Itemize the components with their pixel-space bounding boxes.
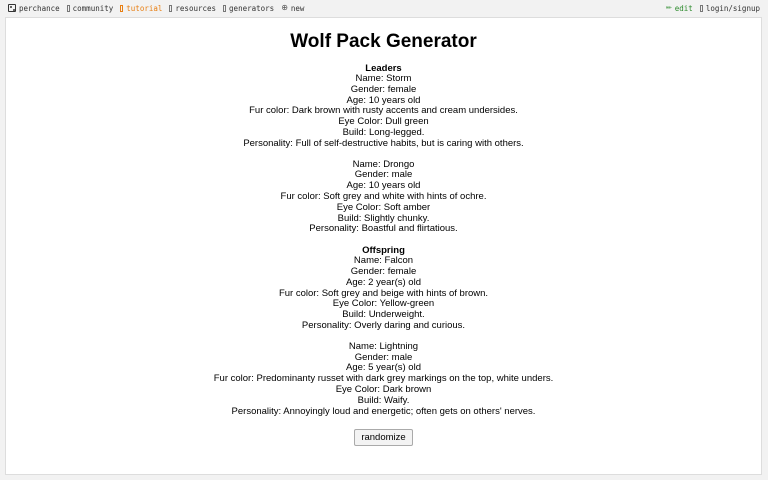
wolf-personality: Personality: Annoyingly loud and energetic; often gets on others' nerves. [231,405,536,417]
offspring-heading: Offspring [362,245,405,257]
wolf-build: Build: Waify. [357,394,410,406]
wolf-name: Name: Falcon [353,255,414,267]
login-label: login/signup [705,3,760,13]
wolf-eye-color: Eye Color: Dark brown [335,383,432,395]
nav-left [8,4,304,13]
nav-item-community[interactable] [67,4,114,13]
wolf-entry [6,74,761,150]
nav-label: perchance [19,3,60,13]
wolf-entry [6,256,761,332]
nav-label: tutorial [126,3,163,13]
wolf-build: Build: Long-legged. [342,126,425,138]
wolf-age: Age: 10 years old [346,180,421,192]
pencil-icon: ✏ [665,3,672,12]
wolf-personality: Personality: Overly daring and curious. [301,319,466,331]
wolf-entry [6,160,761,236]
nav-item-new[interactable] [281,4,304,13]
square-icon [700,5,703,12]
nav-label: new [290,3,305,13]
edit-label: edit [674,3,693,13]
wolf-eye-color: Eye Color: Soft amber [336,201,431,213]
nav-item-generators[interactable] [223,4,274,13]
nav-item-resources[interactable] [169,4,216,13]
square-icon [67,5,70,12]
wolf-age: Age: 10 years old [346,94,421,106]
login-signup-link[interactable] [700,4,760,13]
nav-label: community [72,3,114,13]
wolf-fur-color: Fur color: Soft grey and beige with hints of brown. [278,287,489,299]
wolf-personality: Personality: Boastful and flirtatious. [309,223,458,235]
wolf-fur-color: Fur color: Dark brown with rusty accents and cream undersides. [249,105,518,117]
dice-icon [8,4,16,12]
nav-item-tutorial[interactable] [120,4,162,13]
plus-circle-icon: ⊕ [281,3,288,12]
square-icon [120,5,123,12]
page-title: Wolf Pack Generator [290,31,477,52]
wolf-name: Name: Storm [355,73,412,84]
nav-label: generators [229,3,275,13]
wolf-fur-color: Fur color: Predominanty russet with dark grey markings on the top, white unders. [213,373,554,385]
wolf-personality: Personality: Full of self-destructive habits, but is caring with others. [243,137,524,149]
nav-right [666,4,760,13]
wolf-entry [6,342,761,418]
wolf-gender: Gender: male [354,169,413,181]
wolf-age: Age: 5 year(s) old [346,362,421,374]
square-icon [169,5,172,12]
wolf-build: Build: Slightly chunky. [337,212,430,224]
wolf-gender: Gender: female [350,83,417,95]
randomize-button[interactable]: randomize [354,429,412,446]
top-nav-bar [0,0,768,16]
wolf-gender: Gender: female [350,265,417,277]
wolf-age: Age: 2 year(s) old [346,276,421,288]
nav-item-perchance[interactable] [8,4,60,13]
wolf-build: Build: Underweight. [342,309,425,321]
wolf-name: Name: Lightning [348,340,419,352]
nav-label: resources [175,3,217,13]
square-icon [223,5,226,12]
wolf-fur-color: Fur color: Soft grey and white with hints of ochre. [280,190,487,202]
wolf-name: Name: Drongo [352,158,415,170]
edit-link[interactable] [666,4,693,13]
generator-output-panel [5,17,762,475]
wolf-eye-color: Eye Color: Dull green [338,116,429,128]
wolf-gender: Gender: male [354,351,413,363]
wolf-eye-color: Eye Color: Yellow-green [332,298,435,310]
leaders-heading: Leaders [365,63,402,74]
